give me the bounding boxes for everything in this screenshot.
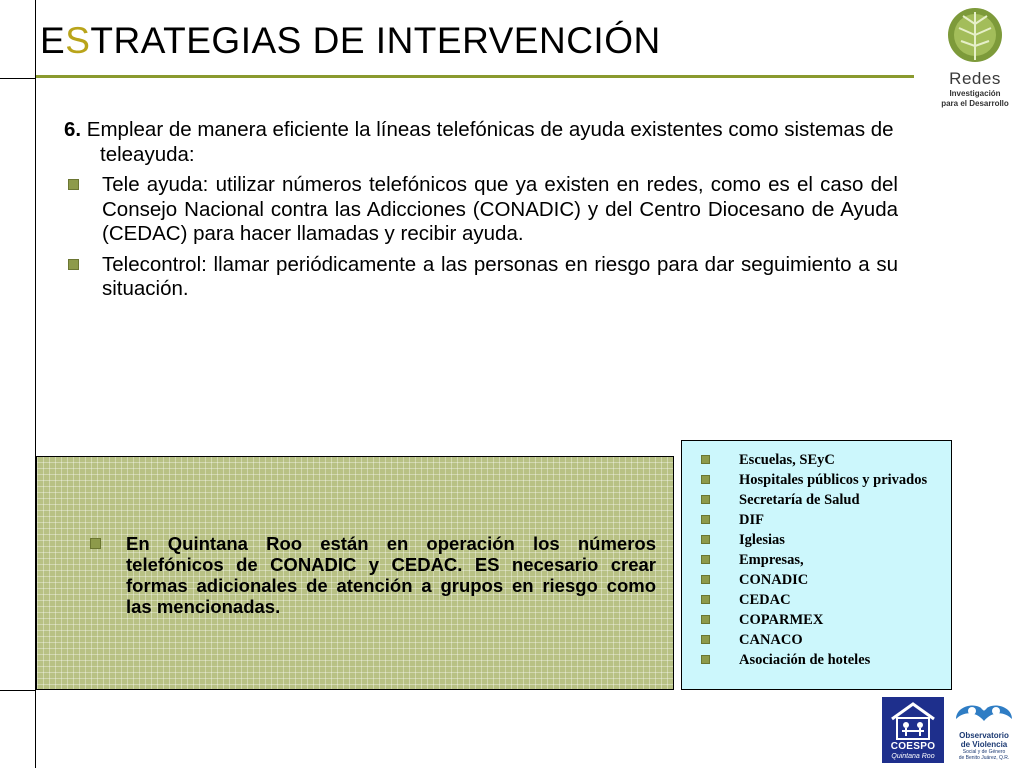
bullet-text: Tele ayuda: utilizar números telefónicos que ya existen en redes, como es el caso del Consejo Nacional contra las Adicciones (CONADIC) y del Centro Diocesano de Ayuda (CEDAC) para hacer llamadas y recibir ayuda. bbox=[102, 173, 898, 245]
left-bottom-tick bbox=[0, 690, 36, 691]
list-item: COPARMEX bbox=[739, 612, 939, 628]
logo-subtitle-1: Investigación bbox=[949, 89, 1001, 98]
observatorio-logo bbox=[948, 697, 1020, 765]
redes-logo bbox=[930, 4, 1020, 108]
observatorio-emblem-icon bbox=[948, 697, 1020, 731]
green-box-text: En Quintana Roo están en operación los números telefónicos de CONADIC y CEDAC. ES necesario crear formas adicionales de atención a grupos en riesgo como las mencionadas. bbox=[126, 533, 656, 617]
square-bullet-icon bbox=[701, 615, 710, 624]
square-bullet-icon bbox=[701, 635, 710, 644]
institution-list bbox=[739, 452, 939, 672]
list-item: Secretaría de Salud bbox=[739, 492, 939, 508]
coespo-subtitle: Quintana Roo bbox=[891, 753, 935, 760]
observatorio-title: Observatorio de Violencia bbox=[959, 731, 1009, 749]
square-bullet-icon bbox=[701, 515, 710, 524]
list-item: Empresas, bbox=[739, 552, 939, 568]
list-item: Escuelas, SEyC bbox=[739, 452, 939, 468]
list-item: Hospitales públicos y privados bbox=[739, 472, 939, 488]
list-item: DIF bbox=[739, 512, 939, 528]
left-top-tick bbox=[0, 78, 36, 79]
square-bullet-icon bbox=[701, 555, 710, 564]
logo-name: Redes bbox=[949, 69, 1001, 88]
coespo-name: COESPO bbox=[890, 741, 936, 752]
square-bullet-icon bbox=[68, 179, 79, 190]
house-icon bbox=[888, 701, 938, 741]
square-bullet-icon bbox=[68, 259, 79, 270]
bullet-item bbox=[64, 173, 898, 247]
square-bullet-icon bbox=[701, 495, 710, 504]
bullet-text: Telecontrol: llamar periódicamente a las personas en riesgo para dar seguimiento a su situación. bbox=[102, 252, 898, 300]
square-bullet-icon bbox=[701, 575, 710, 584]
bullet-item bbox=[64, 253, 898, 302]
square-bullet-icon bbox=[701, 535, 710, 544]
square-bullet-icon bbox=[90, 538, 101, 549]
observatorio-subtitle: Social y de Género de Benito Juárez, Q.R. bbox=[958, 749, 1010, 761]
slide-title: ESTRATEGIAS DE INTERVENCIÓN bbox=[40, 20, 661, 61]
intro-paragraph: 6. Emplear de manera eficiente la líneas telefónicas de ayuda existentes como sistemas de teleayuda: bbox=[64, 118, 894, 166]
list-item: CANACO bbox=[739, 632, 939, 648]
logo-subtitle-2: para el Desarrollo bbox=[941, 99, 1009, 108]
square-bullet-icon bbox=[701, 455, 710, 464]
square-bullet-icon bbox=[701, 655, 710, 664]
coespo-logo bbox=[882, 697, 944, 763]
list-item: CEDAC bbox=[739, 592, 939, 608]
list-item: CONADIC bbox=[739, 572, 939, 588]
list-item: Iglesias bbox=[739, 532, 939, 548]
title-underline bbox=[36, 75, 914, 78]
square-bullet-icon bbox=[701, 595, 710, 604]
leaf-icon bbox=[947, 4, 1003, 66]
square-bullet-icon bbox=[701, 475, 710, 484]
main-content bbox=[64, 118, 898, 308]
list-item: Asociación de hoteles bbox=[739, 652, 939, 668]
